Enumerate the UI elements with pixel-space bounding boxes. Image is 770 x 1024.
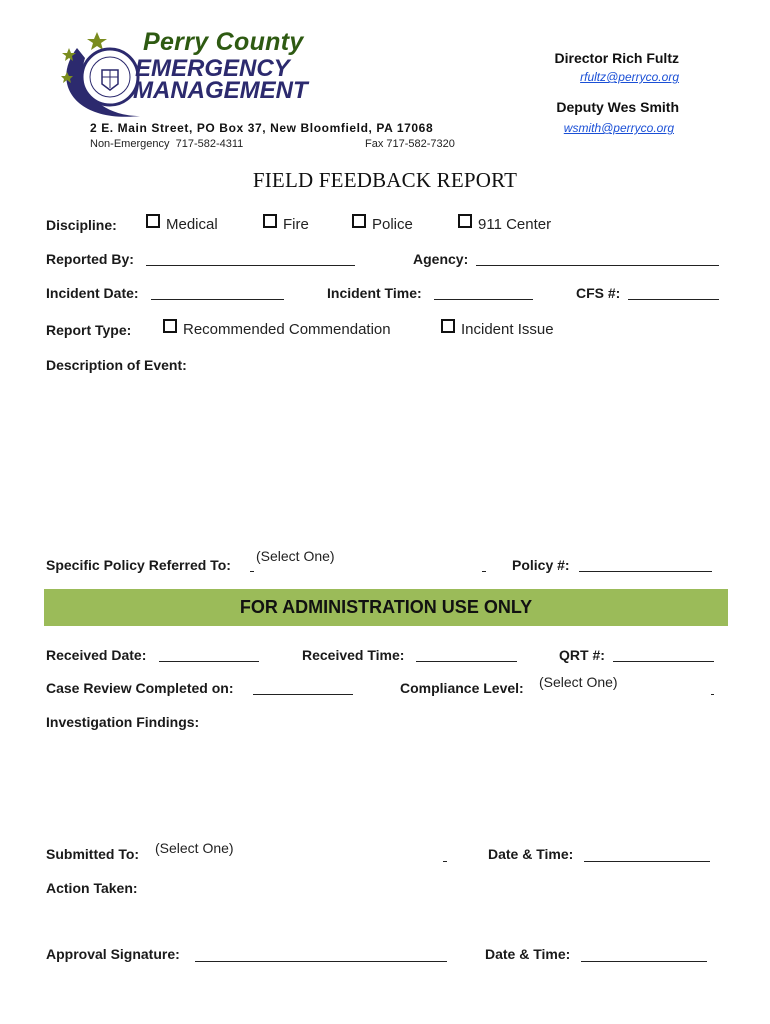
- submitted-to-underline-end: [443, 861, 447, 862]
- commendation-checkbox[interactable]: [163, 319, 177, 338]
- incident-date-label: Incident Date:: [46, 285, 139, 301]
- logo-county-text: Perry County: [143, 28, 304, 56]
- logo: [55, 28, 355, 123]
- cfs-field[interactable]: [628, 299, 719, 300]
- description-label: Description of Event:: [46, 357, 187, 373]
- received-time-field[interactable]: [416, 661, 517, 662]
- approval-date-time-field[interactable]: [581, 961, 707, 962]
- director-name: Director Rich Fultz: [554, 50, 679, 66]
- agency-label: Agency:: [413, 251, 469, 267]
- received-date-label: Received Date:: [46, 647, 147, 663]
- case-review-label: Case Review Completed on:: [46, 680, 234, 696]
- policy-referred-underline: [250, 571, 254, 572]
- discipline-911-checkbox[interactable]: [458, 214, 472, 233]
- compliance-underline-end: [711, 694, 714, 695]
- incident-issue-label: Incident Issue: [461, 321, 554, 338]
- phone-number: Non-Emergency 717-582-4311: [90, 138, 244, 150]
- incident-time-field[interactable]: [434, 299, 533, 300]
- qrt-field[interactable]: [613, 661, 714, 662]
- received-time-label: Received Time:: [302, 647, 405, 663]
- investigation-findings-field[interactable]: [46, 735, 718, 830]
- approval-signature-label: Approval Signature:: [46, 946, 180, 962]
- address: 2 E. Main Street, PO Box 37, New Bloomfield, PA 17068: [90, 121, 434, 135]
- policy-referred-select[interactable]: (Select One): [256, 548, 335, 564]
- case-review-field[interactable]: [253, 694, 353, 695]
- logo-management-text: MANAGEMENT: [133, 77, 308, 104]
- submitted-to-label: Submitted To:: [46, 846, 140, 862]
- deputy-email-link[interactable]: wsmith@perryco.org: [563, 121, 674, 135]
- commendation-label: Recommended Commendation: [183, 321, 391, 338]
- action-taken-field[interactable]: [46, 900, 718, 936]
- submitted-to-select[interactable]: (Select One): [155, 840, 234, 856]
- cfs-label: CFS #:: [576, 285, 621, 301]
- compliance-level-select[interactable]: (Select One): [539, 674, 618, 690]
- logo-emergency-text: EMERGENCY: [135, 55, 290, 82]
- reported-by-field[interactable]: [146, 265, 355, 266]
- policy-number-label: Policy #:: [512, 557, 570, 573]
- description-field[interactable]: [46, 378, 718, 538]
- incident-date-field[interactable]: [151, 299, 284, 300]
- discipline-label: Discipline:: [46, 217, 117, 233]
- discipline-medical-checkbox[interactable]: [146, 214, 160, 233]
- fax-number: Fax 717-582-7320: [365, 138, 455, 150]
- received-date-field[interactable]: [159, 661, 259, 662]
- discipline-medical-label: Medical: [166, 216, 218, 233]
- discipline-police-label: Police: [372, 216, 413, 233]
- discipline-911-label: 911 Center: [478, 216, 552, 233]
- submitted-date-time-field[interactable]: [584, 861, 710, 862]
- deputy-name: Deputy Wes Smith: [556, 99, 679, 115]
- policy-referred-label: Specific Policy Referred To:: [46, 557, 231, 573]
- submitted-date-time-label: Date & Time:: [488, 846, 574, 862]
- incident-issue-checkbox[interactable]: [441, 319, 455, 338]
- agency-field[interactable]: [476, 265, 719, 266]
- action-taken-label: Action Taken:: [46, 880, 138, 896]
- policy-referred-underline-end: [482, 571, 486, 572]
- reported-by-label: Reported By:: [46, 251, 134, 267]
- discipline-police-checkbox[interactable]: [352, 214, 366, 233]
- director-email-link[interactable]: rfultz@perryco.org: [580, 70, 679, 84]
- report-type-label: Report Type:: [46, 322, 132, 338]
- incident-time-label: Incident Time:: [327, 285, 422, 301]
- investigation-findings-label: Investigation Findings:: [46, 714, 200, 730]
- qrt-label: QRT #:: [559, 647, 605, 663]
- compliance-level-label: Compliance Level:: [400, 680, 524, 696]
- admin-banner-title: FOR ADMINISTRATION USE ONLY: [239, 597, 533, 617]
- policy-number-field[interactable]: [579, 571, 712, 572]
- discipline-fire-label: Fire: [283, 216, 309, 233]
- approval-date-time-label: Date & Time:: [485, 946, 571, 962]
- form-title: FIELD FEEDBACK REPORT: [252, 168, 518, 192]
- approval-signature-field[interactable]: [195, 961, 447, 962]
- discipline-fire-checkbox[interactable]: [263, 214, 277, 233]
